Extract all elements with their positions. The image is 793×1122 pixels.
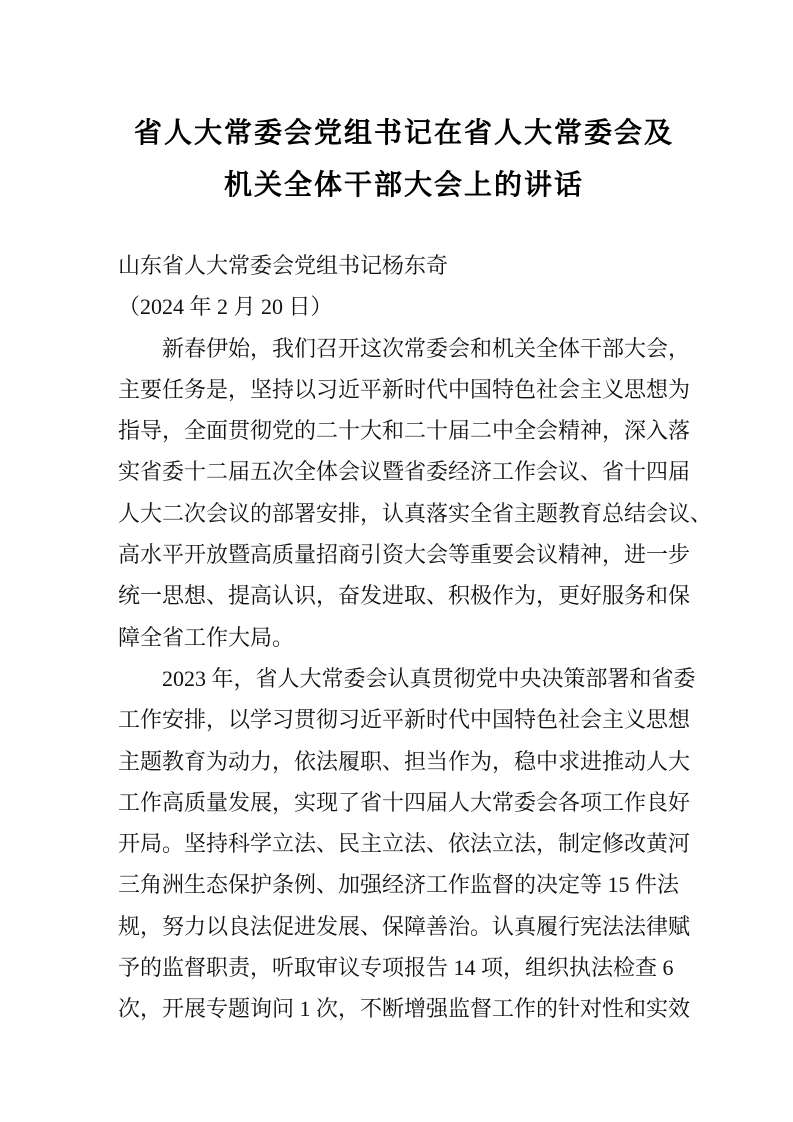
text-line: 实省委十二届五次全体会议暨省委经济工作会议、省十四届	[118, 459, 691, 485]
text-line: 工作高质量发展，实现了省十四届人大常委会各项工作良好	[118, 789, 691, 815]
document-title	[118, 108, 690, 212]
text-line: 指导，全面贯彻党的二十大和二十届二中全会精神，深入落	[118, 418, 691, 444]
text-line: 开局。坚持科学立法、民主立法、依法立法，制定修改黄河	[118, 831, 691, 857]
paragraph-1	[118, 328, 713, 658]
dateline: （2024 年 2 月 20 日）	[118, 294, 333, 320]
text-line: 障全省工作大局。	[118, 624, 295, 650]
text-line: 新春伊始，我们召开这次常委会和机关全体干部大会，	[162, 335, 691, 361]
byline: 山东省人大常委会党组书记杨东奇	[118, 253, 449, 278]
document-title-line-2: 机关全体干部大会上的讲话	[223, 170, 584, 201]
text-line: 主题教育为动力，依法履职、担当作为，稳中求进推动人大	[118, 748, 691, 774]
text-line: 人大二次会议的部署安排，认真落实全省主题教育总结会议、	[118, 500, 713, 526]
text-line: 高水平开放暨高质量招商引资大会等重要会议精神，进一步	[118, 542, 691, 568]
text-line: 统一思想、提高认识，奋发进取、积极作为，更好服务和保	[118, 583, 691, 609]
text-line: 三角洲生态保护条例、加强经济工作监督的决定等 15 件法	[118, 872, 680, 898]
document-title-line-1: 省人大常委会党组书记在省人大常委会及	[133, 118, 674, 149]
text-line: 规，努力以良法促进发展、保障善治。认真履行宪法法律赋	[118, 913, 691, 939]
document-header	[118, 245, 690, 328]
text-line: 2023 年，省人大常委会认真贯彻党中央决策部署和省委	[162, 665, 696, 691]
text-line: 次，开展专题询问 1 次，不断增强监督工作的针对性和实效	[118, 996, 691, 1022]
paragraph-2	[118, 658, 696, 1030]
text-line: 予的监督职责，听取审议专项报告 14 项，组织执法检查 6	[118, 955, 674, 981]
text-line: 主要任务是，坚持以习近平新时代中国特色社会主义思想为	[118, 376, 691, 402]
text-line: 工作安排，以学习贯彻习近平新时代中国特色社会主义思想	[118, 707, 691, 733]
